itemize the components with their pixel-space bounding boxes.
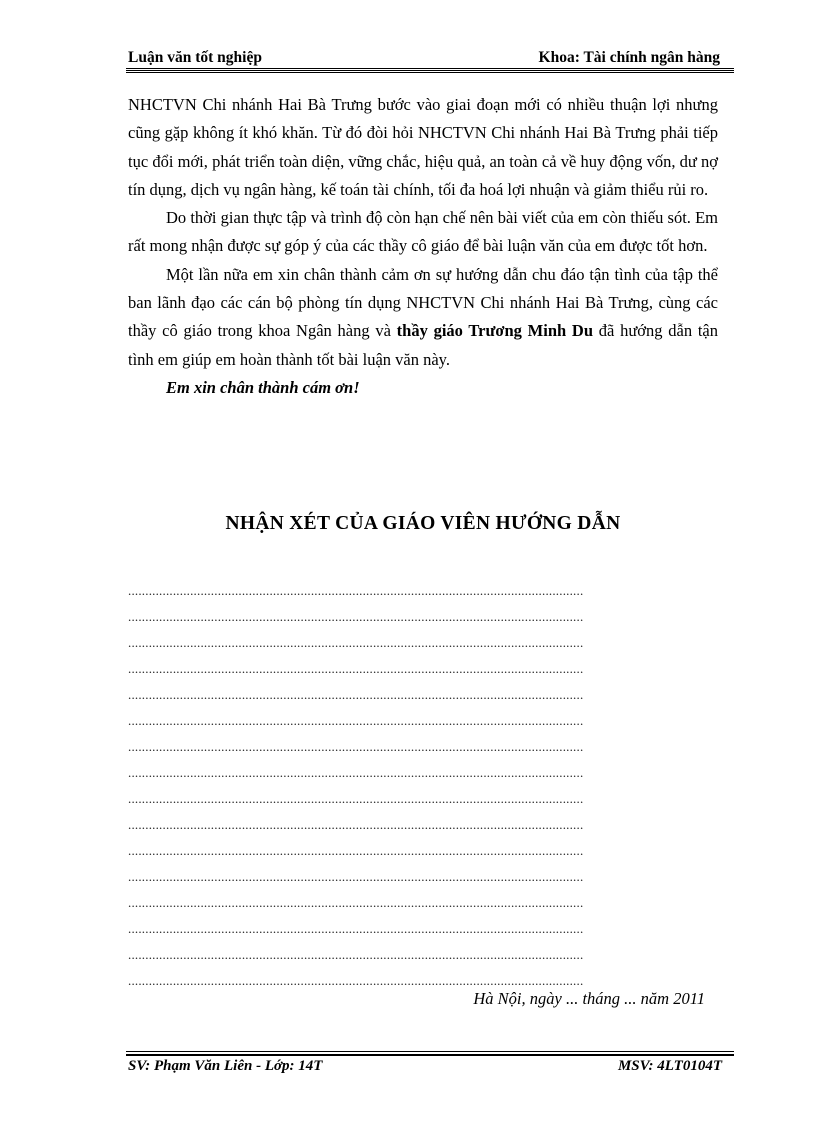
comment-line: .................................................................................................................................... (128, 921, 584, 936)
paragraph-2: Do thời gian thực tập và trình độ còn hạn chế nên bài viết của em còn thiếu sót. Em rất mong nhận được sự góp ý của các thầy cô giáo để bài luận văn của em được tốt hơn. (128, 208, 718, 256)
comment-line: .................................................................................................................................... (128, 609, 584, 624)
comment-line: .................................................................................................................................... (128, 739, 584, 754)
advisor-name: thầy giáo Trương Minh Du (396, 321, 594, 341)
footer-rule (126, 1051, 734, 1052)
comment-line: .................................................................................................................................... (128, 895, 584, 910)
comment-line: .................................................................................................................................... (128, 583, 584, 598)
paragraph-1: NHCTVN Chi nhánh Hai Bà Trưng bước vào giai đoạn mới có nhiều thuận lợi nhưng cũng gặp không ít khó khăn. Từ đó đòi hỏi NHCTVN Chi nhánh Hai Bà Trưng phải tiếp tục đổi mới, phát triển toàn diện, vững chắc, hiệu quả, an toàn cả về huy động vốn, dư nợ tín dụng, dịch vụ ngân hàng, kế toán tài chính, tối đa hoá lợi nhuận và giảm thiểu rủi ro. (128, 95, 718, 199)
comment-line: .................................................................................................................................... (128, 635, 584, 650)
paragraph-3 (128, 261, 718, 374)
comment-line: .................................................................................................................................... (128, 817, 584, 832)
footer-thick-rule (126, 1054, 734, 1056)
comment-line: .................................................................................................................................... (128, 947, 584, 962)
paragraph-3-start: Một lần nữa em xin chân thành cảm ơn sự hướng dẫn chu đáo tận tình của tập thể ban lãnh đạo các cán bộ phòng tín dụng NHCTVN Chi nhánh Hai Bà Trưng, cùng các thầy cô giáo trong khoa Ngân hàng và (128, 264, 718, 341)
header-double-rule (126, 70, 734, 73)
comment-line: .................................................................................................................................... (128, 791, 584, 806)
comment-line: .................................................................................................................................... (128, 661, 584, 676)
comment-line: .................................................................................................................................... (128, 973, 584, 988)
date-signoff: Hà Nội, ngày ... tháng ... năm 2011 (473, 989, 705, 1008)
comment-line: .................................................................................................................................... (128, 843, 584, 858)
comment-line: .................................................................................................................................... (128, 765, 584, 780)
header-rule (126, 68, 734, 69)
header-document-type: Luận văn tốt nghiệp (128, 49, 262, 66)
thanks-line: Em xin chân thành cám ơn! (166, 377, 360, 397)
header-faculty: Khoa: Tài chính ngân hàng (538, 49, 720, 66)
comment-line: .................................................................................................................................... (128, 713, 584, 728)
comment-line: .................................................................................................................................... (128, 869, 584, 884)
footer-student-id: MSV: 4LT0104T (617, 1058, 722, 1074)
footer-student-info: SV: Phạm Văn Liên - Lớp: 14T (128, 1058, 323, 1074)
comment-lines (128, 578, 714, 994)
body-text (128, 91, 718, 402)
section-title: NHẬN XÉT CỦA GIÁO VIÊN HƯỚNG DẪN (225, 513, 621, 534)
paragraph-3-end: đã hướng dẫn tận tình em giúp em hoàn thành tốt bài luận văn này. (128, 321, 718, 369)
comment-line: .................................................................................................................................... (128, 687, 584, 702)
